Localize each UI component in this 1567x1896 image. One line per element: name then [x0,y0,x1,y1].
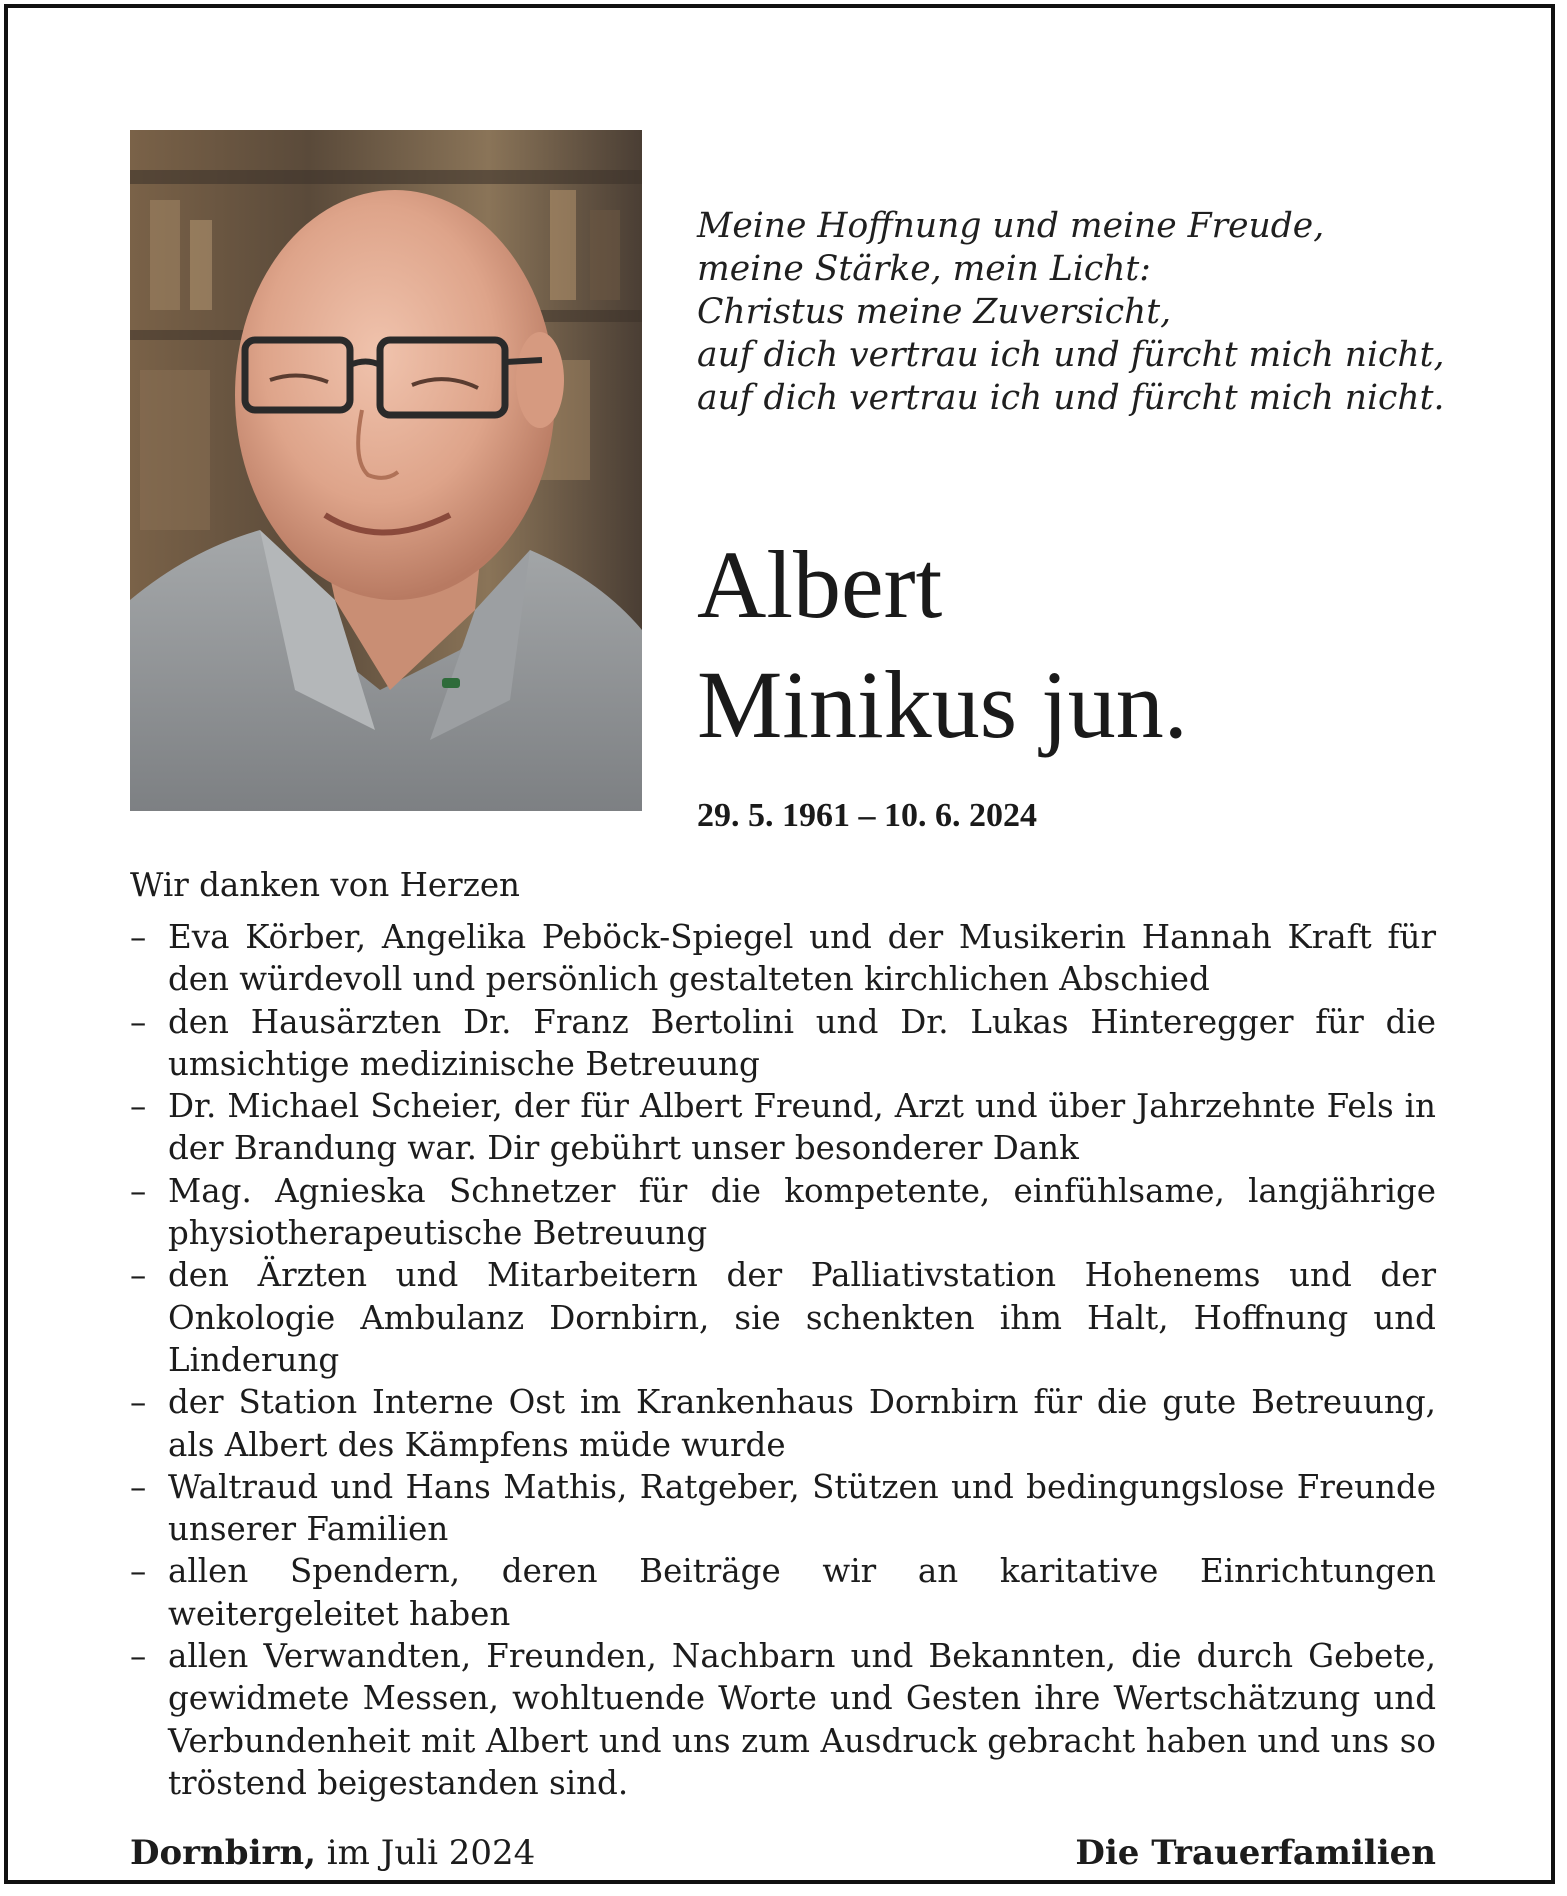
dash: – [130,1467,147,1506]
thanks-item [130,1254,1436,1381]
verse-line: auf dich vertrau ich und fürcht mich nicht, [697,335,1445,375]
thanks-item [130,1085,1436,1170]
thanks-list [130,916,1436,1804]
thanks-item [130,916,1436,1001]
thanks-item [130,1550,1436,1635]
thanks-item [130,1381,1436,1466]
dash: – [130,918,147,956]
deceased-name [697,525,1188,765]
thanks-item [130,1170,1436,1255]
dash: – [130,1087,147,1126]
dash: – [130,1171,147,1210]
first-name: Albert [697,531,943,638]
place-and-date [130,1832,535,1874]
life-dates: 29. 5. 1961 – 10. 6. 2024 [697,797,1037,834]
place: Dornbirn, [130,1833,316,1873]
thanks-text: den Hausärzten Dr. Franz Bertolini und Dr. Lukas Hinteregger für die umsichtige medizinische Betreuung [168,1002,1436,1083]
thanks-text: Mag. Agnieska Schnetzer für die kompetente, einfühlsame, langjährige physiotherapeutische Betreuung [168,1171,1436,1253]
thanks-item [130,1466,1436,1551]
verse-line: meine Stärke, mein Licht: [697,249,1151,289]
date: im Juli 2024 [315,1833,536,1873]
last-name: Minikus jun. [697,651,1188,758]
thanks-item [130,1001,1436,1086]
verse-line: Meine Hoffnung und meine Freude, [697,206,1325,246]
dash: – [130,1552,147,1591]
dash: – [130,1002,147,1041]
thanks-text: den Ärzten und Mitarbeitern der Palliativstation Hohenems und der Onkologie Ambulanz Dornbirn, sie schenkten ihm Halt, Hoffnung und Linderung [168,1256,1436,1379]
thanks-text: allen Spendern, deren Beiträge wir an karitative Einrichtungen weitergeleitet haben [168,1552,1436,1633]
dash: – [130,1383,147,1422]
verse-line: Christus meine Zuversicht, [697,292,1172,332]
dash: – [130,1256,147,1295]
verse-line: auf dich vertrau ich und fürcht mich nicht. [697,378,1445,418]
thanks-text: Dr. Michael Scheier, der für Albert Freund, Arzt und über Jahrzehnte Fels in der Brandung war. Dir gebührt unser besonderer Dank [168,1087,1436,1168]
dash: – [130,1637,147,1676]
portrait-photo [130,130,642,811]
thanks-text: allen Verwandten, Freunden, Nachbarn und Bekannten, die durch Gebete, gewidmete Messen, wohltuende Worte und Gesten ihre Wertschätzung und Verbundenheit mit Albert und uns zum Ausdruck gebracht haben und uns so tröstend beigestanden sind. [168,1637,1436,1802]
thanks-text: Waltraud und Hans Mathis, Ratgeber, Stützen und bedingungslose Freunde unserer Familien [168,1467,1436,1549]
verse [697,205,1444,420]
thanks-intro: Wir danken von Herzen [130,866,520,904]
thanks-text: Eva Körber, Angelika Peböck-Spiegel und der Musikerin Hannah Kraft für den würdevoll und persönlich gestalteten kirchlichen Abschied [168,918,1436,999]
thanks-item [130,1635,1436,1804]
signature: Die Trauerfamilien [1075,1833,1436,1873]
thanks-text: der Station Interne Ost im Krankenhaus Dornbirn für die gute Betreuung, als Albert des Kämpfens müde wurde [168,1383,1436,1464]
